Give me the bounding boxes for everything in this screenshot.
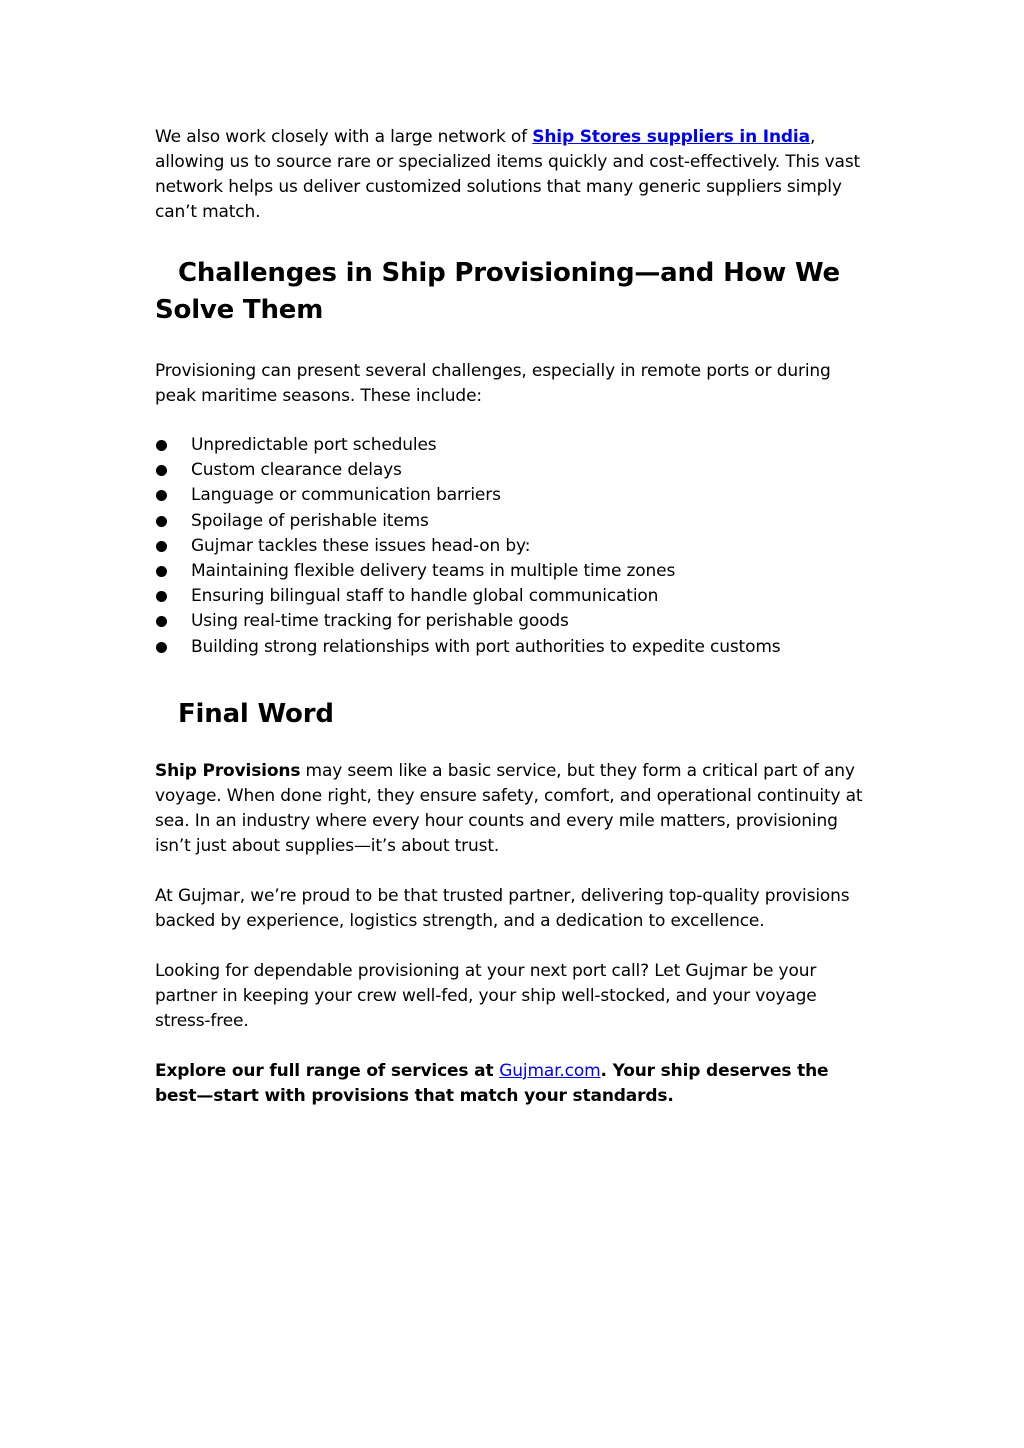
intro-paragraph: [155, 125, 875, 225]
list-item-text: Gujmar tackles these issues head-on by:: [191, 535, 531, 556]
cta-text-before: Explore our full range of services at: [155, 1060, 500, 1081]
bullet-icon: [156, 490, 167, 501]
list-item-text: Building strong relationships with port authorities to expedite customs: [191, 636, 781, 657]
bullet-icon: [156, 465, 167, 476]
final-paragraph-1-text: may seem like a basic service, but they form a critical part of any voyage. When done right, they ensure safety, comfort, and operational continuity at sea. In an industry where every hour counts and every mile matters, provisioning isn’t just about supplies—it’s about trust.: [155, 760, 863, 856]
list-item-text: Spoilage of perishable items: [191, 510, 429, 531]
list-item-text: Ensuring bilingual staff to handle global communication: [191, 586, 659, 607]
list-item: [155, 609, 875, 634]
list-item: [155, 483, 875, 508]
list-item: [155, 635, 875, 660]
bullet-icon: [156, 440, 167, 451]
bullet-icon: [156, 591, 167, 602]
challenges-heading: Challenges in Ship Provisioning—and How We Solve Them: [155, 258, 840, 325]
list-item: [155, 509, 875, 534]
cta-text-after: . Your ship deserves the best—start with provisions that match your standards.: [155, 1060, 829, 1106]
bullet-icon: [156, 541, 167, 552]
ship-provisions-bold: Ship Provisions: [155, 760, 301, 781]
list-item-text: Language or communication barriers: [191, 485, 501, 506]
list-item: [155, 433, 875, 458]
list-item-text: Custom clearance delays: [191, 460, 402, 481]
bullet-icon: [156, 642, 167, 653]
ship-stores-suppliers-link[interactable]: Ship Stores suppliers in India: [532, 127, 810, 147]
final-paragraph-1: [155, 759, 875, 859]
document-page: [155, 125, 875, 1109]
intro-text-before: We also work closely with a large network of: [155, 127, 533, 147]
list-item-text: Unpredictable port schedules: [191, 435, 437, 455]
list-item: [155, 559, 875, 584]
list-item-text: Maintaining flexible delivery teams in multiple time zones: [191, 561, 676, 582]
challenges-list: [155, 433, 875, 660]
bullet-icon: [156, 616, 167, 627]
gujmar-link[interactable]: Gujmar.com: [499, 1060, 601, 1081]
challenges-paragraph: Provisioning can present several challenges, especially in remote ports or during peak maritime seasons. These include:: [155, 361, 831, 406]
call-to-action-paragraph: [155, 1059, 875, 1109]
final-paragraph-3: Looking for dependable provisioning at your next port call? Let Gujmar be your partner in keeping your crew well-fed, your ship well-stocked, and your voyage stress-free.: [155, 960, 817, 1031]
list-item: [155, 584, 875, 609]
list-item: [155, 458, 875, 483]
bullet-icon: [156, 516, 167, 527]
final-word-heading: Final Word: [178, 698, 334, 729]
bullet-icon: [156, 566, 167, 577]
list-item-text: Using real-time tracking for perishable goods: [191, 611, 569, 632]
final-paragraph-2: At Gujmar, we’re proud to be that trusted partner, delivering top-quality provisions backed by experience, logistics strength, and a dedication to excellence.: [155, 885, 850, 931]
list-item: [155, 534, 875, 559]
intro-text-after: , allowing us to source rare or specialized items quickly and cost-effectively. This vast network helps us deliver customized solutions that many generic suppliers simply can’t match.: [155, 127, 861, 222]
